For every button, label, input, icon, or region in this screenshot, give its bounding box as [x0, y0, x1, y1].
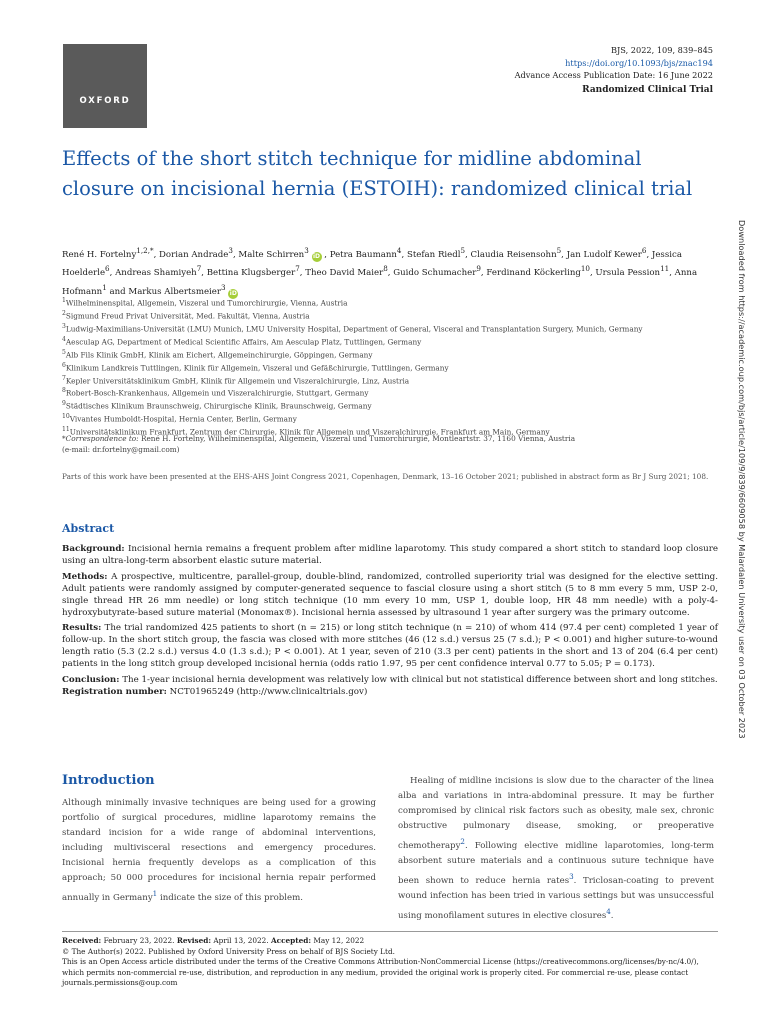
license-notice: This is an Open Access article distributed under the terms of the Creative Commons Attribution-NonCommercial License (https://creativecommons.org/licenses/by-nc/4.0/), which permits non-commercial re-use, distribution, and reproduction in any medium, provided the original work is properly cited. For commercial re-use, please contact journals.permissions@oup.com: [62, 957, 699, 987]
author[interactable]: , Anna Hofmann: [62, 268, 698, 297]
article-meta: [515, 44, 713, 96]
article-footer: [62, 936, 718, 989]
affiliation-item: $^6$Klinikum Landkreis Tuttlingen, Klinik für Allgemein, Viszeral und Gefäßchirurgie, Tuttlingen, Germany: [62, 361, 449, 373]
intro-paragraph-1: Although minimally invasive techniques are being used for a growing portfolio of surgical procedures, midline laparotomy remains the standard incision for a wide range of abdominal interventions, including multivisceral resections and emergency procedures. Incisional hernia frequently develops as a complication of this approach; 50 000 procedures for incisional hernia repair performed annually in Germany$^1$ indicate the size of this problem.: [62, 798, 376, 903]
footer-divider: [62, 931, 718, 932]
affiliation-item: $^2$Sigmund Freud Privat Universität, Med. Fakultät, Vienna, Austria: [62, 309, 310, 321]
abstract-background: Background: Incisional hernia remains a frequent problem after midline laparotomy. This study compared a short stitch to standard loop closure using an ultra-long-term absorbent elastic suture material.: [62, 544, 718, 566]
author[interactable]: , Guido Schumacher: [387, 268, 477, 279]
abstract-registration: Registration number: NCT01965249 (http://www.clinicaltrials.gov): [62, 686, 368, 697]
affiliation-item: $^8$Robert-Bosch-Krankenhaus, Allgemein und Viszeralchirurgie, Stuttgart, Germany: [62, 387, 369, 398]
author[interactable]: , Theo David Maier: [299, 268, 384, 279]
author-affil-sup: 5: [556, 246, 562, 255]
download-notice-text: Downloaded from https://academic.oup.com/bjs/article/109/9/839/6609058 by Malardalen University user on 03 October 2023: [737, 220, 747, 739]
author[interactable]: , Stefan Riedl: [401, 249, 461, 260]
correspondence: [62, 434, 718, 455]
affiliation-item: $^{10}$Vivantes Humboldt-Hospital, Hernia Center, Berlin, Germany: [62, 413, 297, 424]
author-affil-sup: 8: [383, 264, 388, 274]
affiliation-item: $^7$Kepler Universitätsklinikum GmbH, Klinik für Allgemein und Viszeralchirurgie, Linz, Austria: [62, 374, 410, 385]
author-affil-sup: 3: [221, 282, 226, 292]
author-affil-sup: 4: [396, 246, 402, 255]
author[interactable]: , Jan Ludolf Kewer: [561, 249, 642, 260]
author[interactable]: , Petra Baumann: [321, 249, 397, 260]
author[interactable]: , Andreas Shamiyeh: [109, 268, 197, 279]
author-affil-sup: 1,2,*: [136, 246, 154, 255]
reference-link[interactable]: 4: [606, 906, 611, 916]
author-list: [62, 244, 718, 299]
abstract-conclusion: Conclusion: The 1-year incisional hernia development was relatively low with clinical but not statistical difference between short and long stitches.: [62, 675, 718, 686]
orcid-icon[interactable]: iD: [229, 289, 237, 297]
article-title: Effects of the short stitch technique for midline abdominal closure on incisional hernia (ESTOIH): randomized clinical trial: [62, 147, 693, 200]
correspondence-label: *Correspondence to:: [62, 434, 139, 443]
reference-link[interactable]: 3: [569, 871, 574, 881]
author-affil-sup: 3: [228, 246, 233, 255]
affiliation-item: $^4$Aesculap AG, Department of Medical Scientific Affairs, Am Aesculap Platz, Tuttlingen, Germany: [62, 335, 422, 347]
affiliation-item: $^3$Ludwig-Maximilians-Universität (LMU) Munich, LMU University Hospital, Department of General, Visceral and Transplantation Surgery, Munich, Germany: [62, 322, 643, 334]
download-notice: [735, 220, 747, 800]
author-affil-sup: 7: [295, 264, 300, 274]
author[interactable]: and Markus Albertsmeier: [106, 286, 221, 297]
presentation-note: Parts of this work have been presented at the EHS-AHS Joint Congress 2021, Copenhagen, Denmark, 13–16 October 2021; published in abstract form as Br J Surg 2021; 108.: [62, 472, 709, 481]
reference-link[interactable]: 2: [460, 837, 465, 846]
correspondence-text: René H. Fortelny, Wilhelminenspital, Allgemein, Viszeral und Tumorchirurgie, Montleartstr. 37, 1160 Vienna, Austria: [138, 434, 576, 443]
author[interactable]: , Bettina Klugsberger: [201, 268, 296, 279]
author-affil-sup: 5: [460, 246, 466, 255]
affiliation-item: $^9$Städtisches Klinikum Braunschweig, Chirurgische Klinik, Braunschweig, Germany: [62, 400, 372, 411]
author[interactable]: , Malte Schirren: [232, 249, 305, 260]
abstract-methods: Methods: A prospective, multicentre, parallel-group, double-blind, randomized, controlled superiority trial was designed for the elective setting. Adult patients were randomly assigned by computer-generated sequence to fascial closure using a short stitch (5 to 8 mm every 5 mm, USP 2-0, single thread HR 26 mm needle) or long stitch technique (10 mm every 10 mm, USP 1, double loop, HR 48 mm needle) with a poly-4-hydroxybutyrate-based suture material (Monomax®). Incisional hernia assessed by ultrasound 1 year after surgery was the primary outcome.: [62, 571, 718, 618]
author-affil-sup: 6: [105, 264, 110, 274]
advance-access-date: Advance Access Publication Date: 16 June 2022: [514, 70, 713, 80]
author[interactable]: , Ferdinand Köckerling: [480, 268, 581, 279]
abstract-heading: Abstract: [62, 522, 115, 535]
copyright-notice: © The Author(s) 2022. Published by Oxford University Press on behalf of BJS Society Ltd.: [62, 946, 395, 956]
author-affil-sup: 1: [102, 282, 107, 292]
doi-link[interactable]: https://doi.org/10.1093/bjs/znac194: [565, 57, 713, 68]
citation: BJS, 2022, 109, 839–845: [610, 45, 713, 55]
author-affil-sup: 3: [304, 246, 309, 255]
oxford-logo: [63, 44, 147, 128]
intro-paragraph-2: Healing of midline incisions is slow due to the character of the linea alba and variations in intra-abdominal pressure. It may be further compromised by clinical risk factors such as obesity, male sex, chronic obstructive pulmonary disease, smoking, or preoperative chemotherapy$^2$. Following elective midline laparotomies, long-term absorbent suture materials and a continuous suture technique have been shown to reduce hernia rates$^3$. Triclosan-coating to prevent wound infection has been tried in various settings but was unsuccessful using monofilament sutures in elective closures$^4$.: [398, 776, 714, 921]
abstract-results: Results: The trial randomized 425 patients to short (n = 215) or long stitch technique (n = 210) of whom 414 (97.4 per cent) completed 1 year of follow-up. In the short stitch group, the fascia was closed with more stitches (46 (12 s.d.) versus 25 (7 s.d.); P < 0.001) and higher suture-to-wound length ratio (5.3 (2.2 s.d.) versus 4.0 (1.3 s.d.); P < 0.001). At 1 year, seven of 210 (3.3 per cent) patients in the short and 13 of 204 (6.4 per cent) patients in the long stitch group developed incisional hernia (odds ratio 1.97, 95 per cent confidence interval 0.77 to 5.05; P = 0.173).: [62, 623, 718, 670]
introduction-heading: Introduction: [62, 773, 155, 788]
reference-link[interactable]: 1: [152, 889, 158, 898]
affiliation-item: $^5$Alb Fils Klinik GmbH, Klinik am Eichert, Allgemeinchirurgie, Göppingen, Germany: [62, 348, 373, 360]
author-affil-sup: 6: [641, 246, 647, 255]
correspondence-email[interactable]: (e-mail: dr.fortelny@gmail.com): [62, 444, 180, 454]
author[interactable]: , Claudia Reisensohn: [465, 249, 557, 260]
author-affil-sup: 10: [580, 264, 590, 274]
author-affil-sup: 11: [660, 264, 670, 274]
affiliation-item: $^1$Wilhelminenspital, Allgemein, Viszeral und Tumorchirurgie, Vienna, Austria: [62, 297, 348, 308]
abstract-body: [62, 544, 718, 703]
article-type: Randomized Clinical Trial: [582, 84, 713, 95]
affiliation-item: $^{11}$Universitätsklinikum Frankfurt, Zentrum der Chirurgie, Klinik für Allgemein und Viszeralchirurgie, Frankfurt am Main, Germany: [62, 426, 550, 437]
author-affil-sup: 9: [476, 264, 481, 274]
author[interactable]: , Jessica Hoelderle: [62, 249, 682, 279]
oxford-logo-text: OXFORD: [79, 96, 131, 106]
orcid-icon[interactable]: iD: [312, 252, 321, 260]
author[interactable]: , Ursula Pession: [589, 268, 661, 279]
affiliations: [62, 296, 718, 438]
author[interactable]: René H. Fortelny: [62, 249, 137, 260]
author[interactable]: , Dorian Andrade: [153, 249, 229, 260]
author-affil-sup: 7: [196, 264, 202, 274]
article-dates: Received: February 23, 2022. Revised: April 13, 2022. Accepted: May 12, 2022: [62, 936, 365, 945]
